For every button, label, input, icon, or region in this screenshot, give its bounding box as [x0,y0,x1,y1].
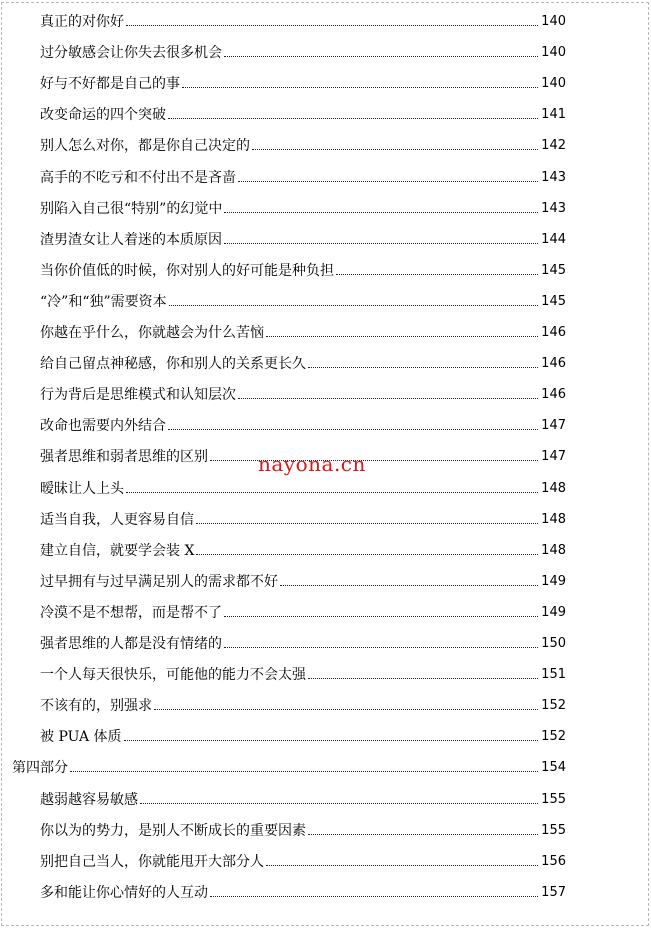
toc-dot-leader [224,55,538,57]
toc-entry-title: 高手的不吃亏和不付出不是吝啬 [40,169,236,186]
toc-entry[interactable] [40,506,566,528]
toc-entry-title: 冷漠不是不想帮，而是帮不了 [40,604,222,621]
toc-page-number: 143 [541,200,566,216]
toc-entry[interactable] [40,350,566,372]
toc-dot-leader [252,148,538,150]
toc-dot-leader [224,211,538,213]
toc-entry-title: 建立自信，就要学会装 X [40,542,195,559]
toc-entry-title: 渣男渣女让人着迷的本质原因 [40,231,222,248]
toc-entry[interactable] [40,661,566,683]
toc-entry-title: 当你价值低的时候，你对别人的好可能是种负担 [40,262,334,279]
toc-dot-leader [126,491,538,493]
toc-page-number: 148 [541,542,566,558]
toc-entry-title: 给自己留点神秘感，你和别人的关系更长久 [40,356,306,373]
toc-dot-leader [308,833,538,835]
toc-page-number: 157 [541,884,566,900]
toc-dot-leader [168,428,538,430]
toc-entry[interactable] [40,8,566,30]
toc-dot-leader [70,770,538,772]
toc-entry-title: 改变命运的四个突破 [40,107,166,124]
toc-dot-leader [308,366,538,368]
toc-entry-title: 别陷入自己很“特别”的幻觉中 [40,200,223,217]
toc-page-number: 154 [541,760,566,776]
toc-page-number: 142 [541,138,566,154]
toc-dot-leader [238,180,538,182]
toc-dot-leader [196,522,538,524]
toc-entry-title: 一个人每天很快乐，可能他的能力不会太强 [40,667,306,684]
toc-page-number: 147 [541,418,566,434]
toc-page-number: 152 [541,729,566,745]
toc-entry[interactable] [40,723,566,745]
toc-dot-leader [140,802,538,804]
toc-entry[interactable] [40,381,566,403]
toc-entry[interactable] [40,226,566,248]
toc-page-number: 145 [541,293,566,309]
toc-entry[interactable] [40,319,566,341]
toc-dot-leader [182,86,538,88]
toc-entry[interactable] [40,132,566,154]
toc-dot-leader [266,864,538,866]
toc-page-number: 145 [541,262,566,278]
toc-entry[interactable] [40,630,566,652]
toc-entry[interactable] [40,101,566,123]
toc-dot-leader [196,553,538,555]
toc-dot-leader [336,273,538,275]
toc-dot-leader [126,24,538,26]
toc-page-number: 155 [541,791,566,807]
toc-page-number: 144 [541,231,566,247]
toc-entry[interactable] [40,70,566,92]
toc-entry-title: 过分敏感会让你失去很多机会 [40,45,222,62]
toc-entry[interactable] [40,599,566,621]
toc-page-number: 140 [541,14,566,29]
toc-entry-title: 第四部分 [12,760,68,777]
toc-entry[interactable] [40,786,566,808]
toc-dot-leader [154,708,538,710]
toc-page-number: 151 [541,667,566,683]
toc-entry[interactable] [40,475,566,497]
toc-entry[interactable] [40,288,566,310]
toc-entry[interactable] [40,537,566,559]
toc-dot-leader [224,646,538,648]
toc-entry-title: 别把自己当人，你就能甩开大部分人 [40,853,264,870]
toc-entry-title: 过早拥有与过早满足别人的需求都不好 [40,573,278,590]
toc-entry-title: 多和能让你心情好的人互动 [40,884,208,901]
toc-entry[interactable] [40,164,566,186]
toc-entry-title: 你越在乎什么，你就越会为什么苦恼 [40,325,264,341]
toc-dot-leader [280,584,538,586]
toc-entry-title: 改命也需要内外结合 [40,418,166,435]
toc-page-number: 149 [541,573,566,589]
toc-entry-title: 你以为的势力，是别人不断成长的重要因素 [40,822,306,839]
toc-dot-leader [238,397,538,399]
toc-page-number: 155 [541,822,566,838]
toc-page-number: 152 [541,698,566,714]
toc-dot-leader [308,677,538,679]
toc-entry[interactable] [40,412,566,434]
toc-entry[interactable] [40,195,566,217]
toc-entry-title: “冷”和“独”需要资本 [40,293,167,310]
toc-page-number: 140 [541,45,566,61]
toc-entry-title: 强者思维和弱者思维的区别 [40,449,208,466]
toc-dot-leader [169,304,539,306]
toc-entry-title: 好与不好都是自己的事 [40,76,180,93]
toc-entry-title: 适当自我，人更容易自信 [40,511,194,528]
toc-entry-title: 行为背后是思维模式和认知层次 [40,387,236,404]
toc-page-number: 141 [541,107,566,123]
toc-page-number: 146 [541,325,566,340]
toc-entry-title: 真正的对你好 [40,14,124,30]
toc-dot-leader [168,117,538,119]
toc-entry-title: 越弱越容易敏感 [40,791,138,808]
toc-page-number: 143 [541,169,566,185]
toc-part-heading[interactable] [12,754,566,776]
toc-page-number: 140 [541,76,566,92]
toc-dot-leader [266,335,538,337]
toc-dot-leader [224,242,538,244]
toc-dot-leader [124,739,539,741]
toc-entry[interactable] [40,257,566,279]
watermark: nayona.cn [258,452,366,476]
toc-page-number: 149 [541,604,566,620]
toc-entry[interactable] [40,817,566,839]
toc-page-number: 146 [541,387,566,403]
toc-page-number: 147 [541,449,566,465]
toc-entry-title: 被 PUA 体质 [40,729,122,746]
toc-entry-title: 别人怎么对你，都是你自己决定的 [40,138,250,155]
toc-dot-leader [224,615,538,617]
toc-page-number: 148 [541,480,566,496]
toc-page-number: 146 [541,356,566,372]
toc-entry[interactable] [40,879,566,901]
toc-entry[interactable] [40,39,566,61]
toc-entry[interactable] [40,568,566,590]
toc-page-number: 156 [541,853,566,869]
toc-page-number: 150 [541,636,566,651]
toc-entry[interactable] [40,848,566,870]
toc-entry-title: 强者思维的人都是没有情绪的 [40,636,222,652]
toc-entry-title: 不该有的，别强求 [40,698,152,715]
toc-entry-title: 暧昧让人上头 [40,480,124,497]
toc-entry[interactable] [40,692,566,714]
toc-page-number: 148 [541,511,566,527]
toc-dot-leader [210,895,538,897]
